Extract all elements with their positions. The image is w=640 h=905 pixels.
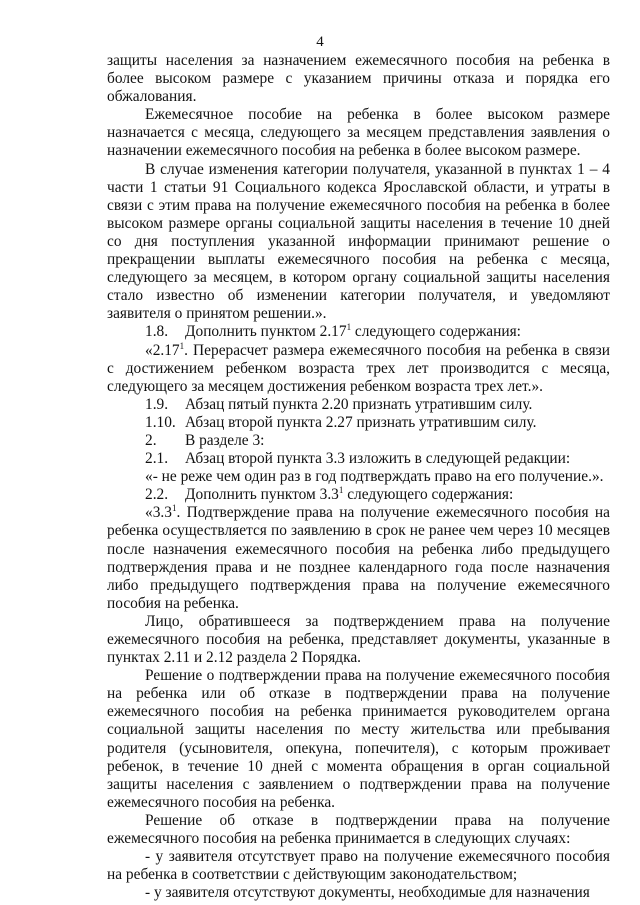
item-text: Дополнить пунктом 3.3 <box>185 486 339 504</box>
list-item <box>107 486 610 504</box>
superscript: 1 <box>179 340 185 351</box>
list-item <box>107 432 610 450</box>
item-number: 1.8. <box>145 323 169 341</box>
paragraph: Лицо, обратившееся за подтверждением права на получение ежемесячного пособия на ребенка, представляет документы, указанные в пунктах 2.11 и 2.12 раздела 2 Порядка. <box>107 612 610 667</box>
list-item <box>107 396 610 414</box>
item-text: следующего содержания: <box>343 486 514 504</box>
list-item <box>107 323 610 341</box>
item-number: 2.2. <box>145 486 169 504</box>
item-number: 1.10. <box>145 413 176 431</box>
paragraph: Решение о подтверждении права на получение ежемесячного пособия на ребенка или об отказе в подтверждении права на получение ежемесячного пособия на ребенка принимается руководителем органа социальной защиты населения по месту жительства или пребывания родителя (усыновителя, опекуна, попечителя), с которым проживает ребенок, в течение 10 дней с момента обращения в орган социальной защиты населения с заявлением о подтверждении права на получение ежемесячного пособия на ребенка. <box>107 667 610 811</box>
paragraph: Решение об отказе в подтверждении права на получение ежемесячного пособия на ребенка принимается в следующих случаях: <box>107 811 610 848</box>
item-text: В разделе 3: <box>185 431 265 449</box>
paragraph: Ежемесячное пособие на ребенка в более высоком размере назначается с месяца, следующего за месяцем представления заявления о назначении ежемесячного пособия на ребенка в более высоком размере. <box>107 106 610 160</box>
list-item <box>107 450 610 468</box>
paragraph: «- не реже чем один раз в год подтверждать право на его получение.». <box>145 468 604 486</box>
item-number: 1.9. <box>145 395 169 413</box>
paragraph-continuation: защиты населения за назначением ежемесячного пособия на ребенка в более высоком размере с указанием причины отказа и порядка его обжалования. <box>107 52 610 106</box>
item-text: Абзац второй пункта 2.27 признать утратившим силу. <box>185 413 537 431</box>
superscript: 1 <box>171 503 177 514</box>
paragraph: В случае изменения категории получателя, указанной в пунктах 1 – 4 части 1 статьи 91 Социального кодекса Ярославской области, и утраты в связи с этим права на получение ежемесячного пособия на ребенка в более высоком размере органы социальной защиты населения в течение 10 дней со дня поступления указанной информации принимают решение о прекращении выплаты ежемесячного пособия на ребенка с месяца, следующего за месяцем, в котором органу социальной защиты населения стало известно об изменении категории получателя, и уведомляют заявителя о принятом решении.». <box>107 160 610 323</box>
paragraph-text: «3.3 <box>145 504 172 522</box>
page-number: 4 <box>316 34 324 50</box>
item-number: 2.1. <box>145 450 169 468</box>
paragraph-text: . Подтверждение права на получение ежемесячного пособия на ребенка осуществляется по заявлению в срок не ранее чем через 10 месяцев после назначения ежемесячного пособия на ребенка либо предыдущего подтверждения права и не позднее календарного года после назначения либо предыдущего подтверждения права на получение ежемесячного пособия на ребенка. <box>107 504 610 612</box>
list-item <box>107 414 610 432</box>
document-body <box>107 52 610 902</box>
item-text: Дополнить пунктом 2.17 <box>185 323 347 341</box>
paragraph: - у заявителя отсутствуют документы, необходимые для назначения <box>145 884 590 902</box>
item-text: Абзац второй пункта 3.3 изложить в следующей редакции: <box>185 450 571 468</box>
superscript: 1 <box>338 485 344 496</box>
paragraph-text: . Перерасчет размера ежемесячного пособия на ребенка в связи с достижением ребенком возраста трех лет производится с месяца, следующего за месяцем достижения ребенком возраста трех лет.». <box>107 341 610 395</box>
paragraph <box>107 504 610 613</box>
paragraph: - у заявителя отсутствует право на получение ежемесячного пособия на ребенка в соответствии с действующим законодательством; <box>107 848 610 884</box>
item-text: Абзац пятый пункта 2.20 признать утратившим силу. <box>185 395 533 413</box>
item-text: следующего содержания: <box>351 323 521 341</box>
superscript: 1 <box>346 322 352 333</box>
item-number: 2. <box>145 431 157 449</box>
paragraph <box>107 342 610 396</box>
paragraph-text: «2.17 <box>145 341 180 359</box>
